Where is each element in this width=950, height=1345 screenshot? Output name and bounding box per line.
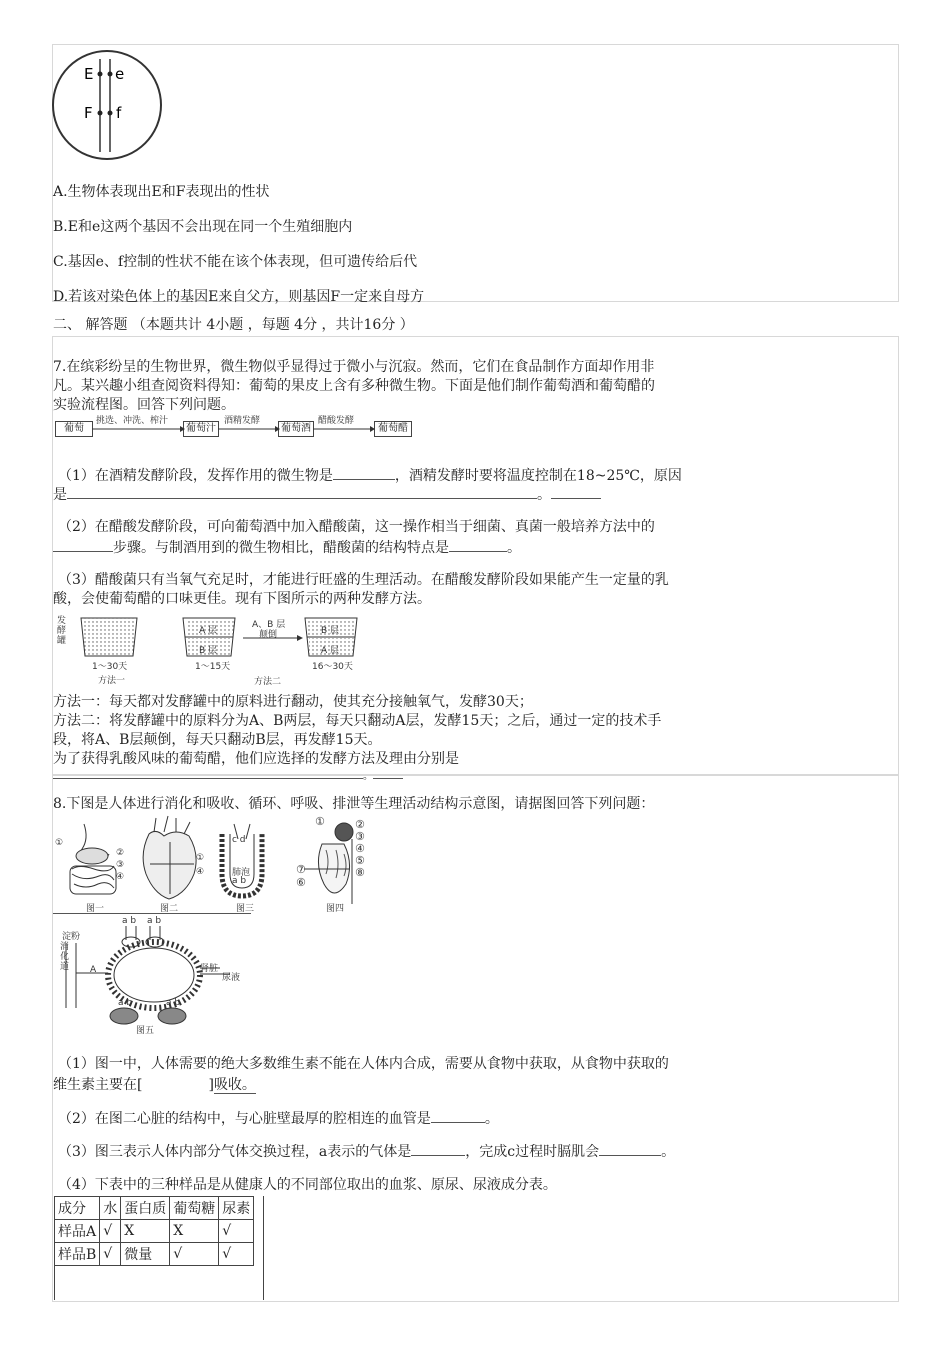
q7-part3-answer: [53, 766, 403, 786]
table-cell: √: [219, 1243, 254, 1266]
table-cell: √: [100, 1243, 121, 1266]
q7-p2-text-c: 。: [507, 540, 521, 556]
fig4-caption: 图四: [326, 904, 345, 914]
q8-part2: [58, 1108, 499, 1128]
flow-box-wine: 葡萄酒: [278, 421, 314, 437]
fig5-point-a: A: [90, 965, 97, 975]
flow-box-juice: 葡萄汁: [183, 421, 219, 437]
q7-part2-line2: [53, 537, 521, 557]
fig5-caption: 图五: [136, 1026, 155, 1036]
answer-blank-reason[interactable]: [67, 484, 537, 499]
table-cell: 样品A: [55, 1220, 100, 1243]
q7-p1-text-a: （1）在酒精发酵阶段，发挥作用的微生物是: [58, 468, 333, 484]
method-two-text-1: 方法二：将发酵罐中的原料分为A、B两层，每天只翻动A层，发酵15天；之后，通过一定的技术手: [53, 713, 662, 729]
option-a[interactable]: A.生物体表现出E和F表现出的性状: [53, 184, 270, 200]
q7-p2-text-b: 步骤。与制酒用到的微生物相比，醋酸菌的结构特点是: [113, 540, 449, 556]
method1-name: 方法一: [98, 676, 126, 686]
fig1-caption: 图一: [86, 904, 105, 914]
figure-divider: [53, 913, 251, 914]
q8-p3-text-a: （3）图三表示人体内部分气体交换过程，a表示的气体是: [58, 1144, 412, 1160]
fig4-marker-5: ⑤: [355, 854, 365, 867]
answer-blank-method[interactable]: [53, 768, 363, 779]
q8-p1-text-d: 吸收。: [213, 1077, 256, 1093]
table-header-cell: 蛋白质: [121, 1197, 170, 1220]
fig1-marker-4: ④: [116, 872, 125, 882]
q8-p1-text-b: 维生素主要在[: [53, 1077, 143, 1093]
answer-blank-structure[interactable]: [449, 537, 507, 552]
q8-part3: [58, 1141, 675, 1161]
q7-part2-line1: （2）在醋酸发酵阶段，可向葡萄酒中加入醋酸菌，这一操作相当于细菌、真菌一般培养方法中的: [58, 519, 655, 535]
flow-box-grape: 葡萄: [55, 421, 93, 437]
answer-blank-step[interactable]: [53, 537, 113, 552]
table-cell: √: [219, 1220, 254, 1243]
option-d[interactable]: D.若该对染色体上的基因E来自父方，则基因F一定来自母方: [53, 289, 425, 305]
method-two-text-2: 段，将A、B层颠倒，每天只翻动B层，再发酵15天。: [53, 732, 382, 748]
q8-p2-text-a: （2）在图二心脏的结构中，与心脏壁最厚的腔相连的血管是: [58, 1111, 431, 1127]
swap-label: A、B 层: [252, 620, 286, 630]
q8-part1-line2: [53, 1074, 256, 1094]
table-cell: X: [170, 1220, 219, 1243]
answer-blank-gas[interactable]: [411, 1141, 465, 1156]
flow-arrow-label-2: 酒精发酵: [224, 416, 261, 426]
q7-intro-2: 凡。某兴趣小组查阅资料得知：葡萄的果皮上含有多种微生物。下面是他们制作葡萄酒和葡萄醋的: [53, 378, 655, 394]
answer-blank-vessel[interactable]: [431, 1108, 485, 1123]
physiology-figures-1-4: [54, 814, 374, 914]
q8-part4: （4）下表中的三种样品是从健康人的不同部位取出的血浆、原尿、尿液成分表。: [58, 1177, 557, 1193]
method1-days: 1～30天: [92, 662, 128, 672]
fig1-marker-1: ①: [55, 838, 64, 848]
fig4-marker-7: ⑦: [296, 863, 306, 876]
table-row: [55, 1220, 254, 1243]
table-cell: 样品B: [55, 1243, 100, 1266]
method-one-text: 方法一：每天都对发酵罐中的原料进行翻动，使其充分接触氧气，发酵30天；: [53, 694, 533, 710]
table-header-cell: 尿素: [219, 1197, 254, 1220]
fig4-marker-1: ①: [315, 815, 325, 828]
q7-part3-line1: （3）醋酸菌只有当氧气充足时，才能进行旺盛的生理活动。在醋酸发酵阶段如果能产生一定量的乳: [58, 572, 669, 588]
gene-label-F: F: [84, 104, 93, 122]
fig4-marker-4: ④: [355, 842, 365, 855]
table-cell: √: [100, 1220, 121, 1243]
option-c[interactable]: C.基因e、f控制的性状不能在该个体表现，但可遗传给后代: [53, 254, 418, 270]
fig2-marker-4: ④: [196, 867, 205, 877]
method2-days2: 16～30天: [312, 662, 353, 672]
q7-part3-ask: 为了获得乳酸风味的葡萄醋，他们应选择的发酵方法及理由分别是: [53, 751, 459, 767]
fig3-caption: 图三: [236, 904, 255, 914]
fig4-marker-6: ⑥: [296, 876, 306, 889]
method2-layer-a-after: A 层: [321, 646, 340, 656]
table-cell: 微量: [121, 1243, 170, 1266]
table-cell: √: [170, 1243, 219, 1266]
method2-layer-a: A 层: [199, 626, 218, 636]
chromosome-diagram: [50, 44, 166, 162]
fig5-top-ab-1: a b: [122, 916, 137, 926]
fig5-bottom-ab-2: a b: [166, 998, 181, 1008]
answer-blank-microbe[interactable]: [333, 465, 395, 480]
composition-table: [54, 1196, 254, 1266]
table-header-cell: 葡萄糖: [170, 1197, 219, 1220]
option-b[interactable]: B.E和e这两个基因不会出现在同一个生殖细胞内: [53, 219, 353, 235]
fig4-marker-8: ⑧: [355, 866, 365, 879]
q7-part1-line1: [58, 465, 682, 485]
fig5-digestive-tract: 消化道: [60, 942, 70, 972]
q8-p3-text-c: 。: [661, 1144, 676, 1160]
q8-p1-text-c: ]: [208, 1077, 214, 1093]
q8-intro: 8.下图是人体进行消化和吸收、循环、呼吸、排泄等生理活动结构示意图，请据图回答下列问题：: [53, 796, 655, 812]
q7-intro-1: 7.在缤彩纷呈的生物世界，微生物似乎显得过于微小与沉寂。然而，它们在食品制作方面却作用非: [53, 359, 655, 375]
answer-blank-organ-number[interactable]: [142, 1075, 208, 1089]
fig5-starch: 淀粉: [62, 932, 81, 942]
fig3-ab: a b: [232, 876, 247, 886]
table-header-cell: 成分: [55, 1197, 100, 1220]
flow-box-vinegar: 葡萄醋: [374, 421, 412, 437]
fig5-top-ab-2: a b: [147, 916, 162, 926]
answer-blank-diaphragm[interactable]: [599, 1141, 661, 1156]
table-header-cell: 水: [100, 1197, 121, 1220]
swap-label-2: 颠倒: [259, 630, 278, 640]
method2-layer-b: B 层: [199, 646, 218, 656]
fig5-urine: 尿液: [222, 973, 241, 983]
q7-intro-3: 实验流程图。回答下列问题。: [53, 397, 235, 413]
gene-label-e: e: [115, 65, 125, 83]
q8-p3-text-b: ，完成c过程时膈肌会: [465, 1144, 600, 1160]
q7-part1-line2: [53, 484, 601, 504]
table-row: [55, 1243, 254, 1266]
answer-blank-reason-tail: [551, 484, 601, 499]
fig2-marker-1: ①: [196, 853, 205, 863]
method2-name: 方法二: [254, 677, 282, 687]
fig4-marker-2: ②: [355, 818, 365, 831]
q8-p2-text-b: 。: [484, 1111, 499, 1127]
fig3-alveolus: 肺泡: [232, 868, 251, 878]
q7-end-mark: 。: [363, 771, 373, 782]
q7-part3-line2: 酸，会使葡萄醋的口味更佳。现有下图所示的两种发酵方法。: [53, 591, 431, 607]
flow-arrow-label-1: 挑选、冲洗、榨汁: [96, 416, 169, 426]
fig1-marker-2: ②: [116, 848, 125, 858]
tank-label: 发酵罐: [57, 616, 67, 646]
fig3-cd: c d: [232, 835, 246, 845]
method2-layer-b-after: B 层: [321, 626, 340, 636]
q7-p1-text-b: ，酒精发酵时要将温度控制在18~25℃，原因: [394, 468, 682, 484]
table-header-row: [55, 1197, 254, 1220]
gene-label-E: E: [84, 65, 94, 83]
fig5-bottom-ab-1: a b: [118, 998, 133, 1008]
method2-days1: 1～15天: [195, 662, 231, 672]
answer-blank-method-tail: [373, 768, 403, 779]
gene-label-f: f: [116, 104, 122, 122]
flow-arrow-label-3: 醋酸发酵: [318, 416, 355, 426]
fig5-kidney: 肾脏: [200, 964, 219, 974]
q7-p1-text-d: 。: [537, 487, 551, 503]
q8-part1-line1: （1）图一中，人体需要的绝大多数维生素不能在人体内合成，需要从食物中获取，从食物中获取的: [58, 1056, 669, 1072]
table-cell: X: [121, 1220, 170, 1243]
fig4-marker-3: ③: [355, 830, 365, 843]
q7-p1-text-c: 是: [53, 487, 67, 503]
fig2-caption: 图二: [160, 904, 179, 914]
flow-arrows: [90, 425, 380, 435]
section-heading: 二、 解答题 （本题共计 4小题 ，每题 4分 ，共计16分 ）: [53, 317, 414, 333]
fig1-marker-3: ③: [116, 860, 125, 870]
